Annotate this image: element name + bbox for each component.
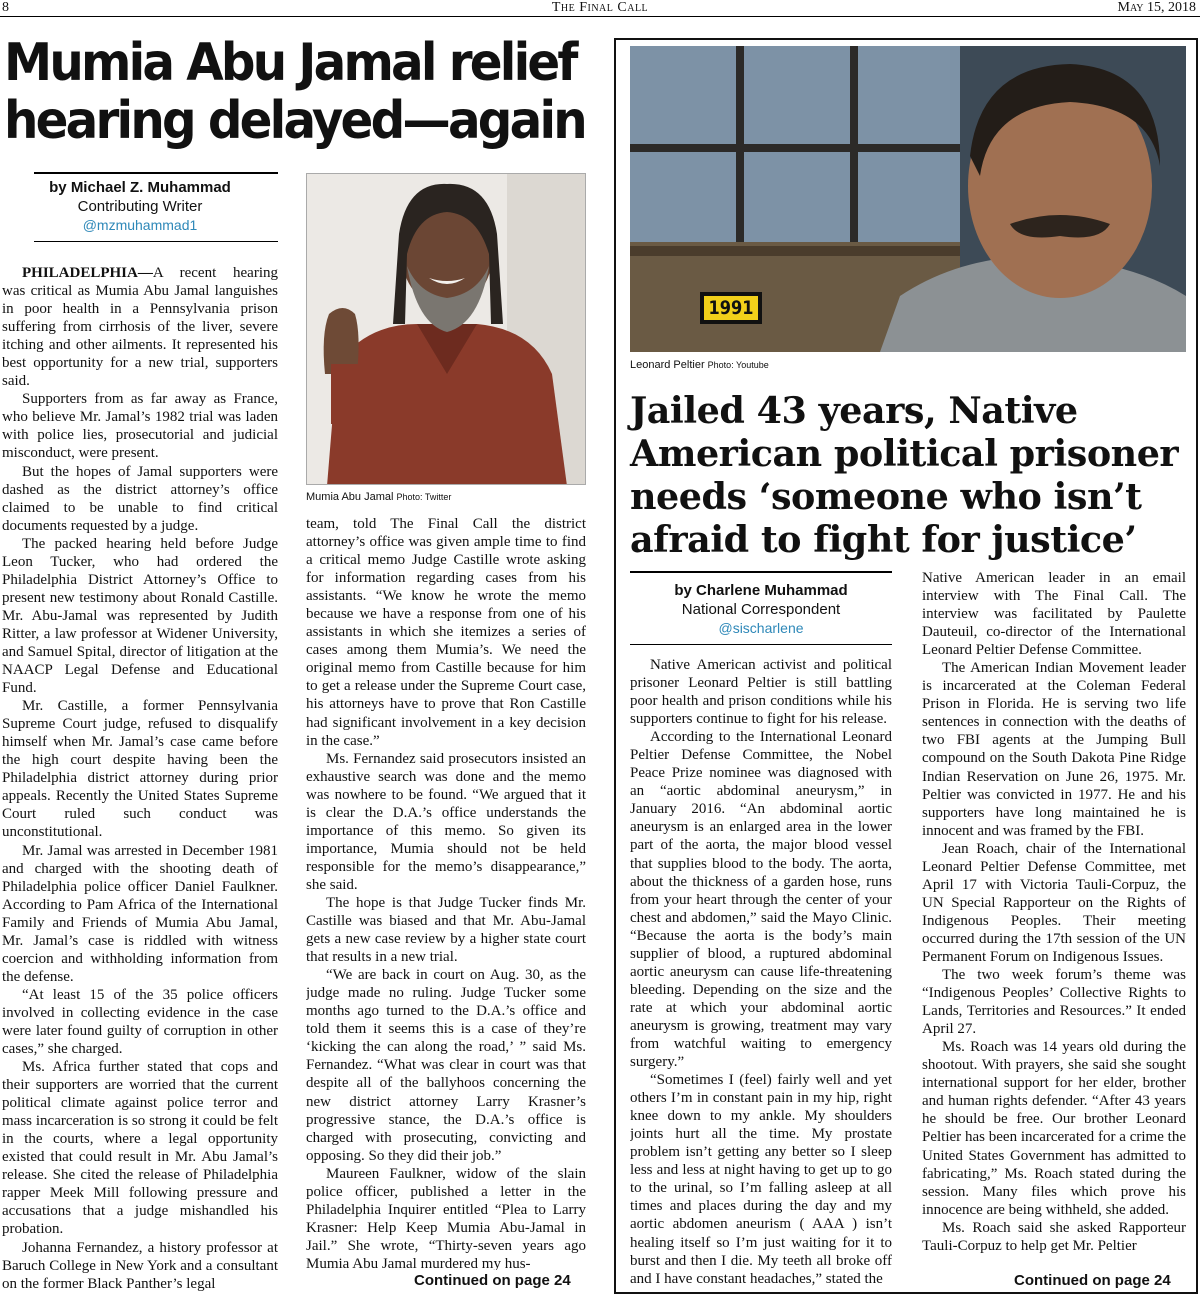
byline-author: by Charlene Muhammad: [674, 582, 848, 599]
left-story-headline: [4, 33, 585, 151]
mumia-photo-caption: [306, 491, 586, 504]
body-paragraph: Supporters from as far away as France, who believe Mr. Jamal’s 1982 trial was laden with police lies, prosecutorial and judicial misconduct, were present.: [2, 391, 278, 462]
page-number: 8: [2, 0, 9, 15]
body-paragraph: Native American activist and political prisoner Leonard Peltier is still battling poor health and prison conditions while his supporters continue to fight for his release.: [630, 657, 892, 728]
right-byline: [630, 571, 892, 645]
body-paragraph: Native American leader in an email interview with The Final Call. The interview was facilitated by Paulette Dauteuil, co-director of the International Leonard Peltier Defense Committee.: [922, 570, 1186, 659]
body-paragraph: Maureen Faulkner, widow of the slain police officer, published a letter in the Philadelphia Inquirer entitled “Plea to Larry Krasner: Help Keep Mumia Abu-Jamal in Jail.” She wrote, “Thirty-seven years ago Mumia Abu Jamal murdered my hus-: [306, 1165, 586, 1270]
caption-text: Leonard Peltier: [630, 359, 705, 371]
body-paragraph: “We are back in court on Aug. 30, as the judge made no ruling. Judge Tucker some months ago turned to the D.A.’s office and told them it seems this is a case of they’re ‘kicking the can along the road,’ ” said Ms. Fernandez. “What was clear in court was that despite all of the ballyhoos concerning the new district attorney Larry Krasner’s progressive stance, the D.A.’s office is charged with prosecuting, convicting and opposing. So they did their job.”: [306, 967, 586, 1164]
body-paragraph: According to the International Leonard Peltier Defense Committee, the Nobel Peace Prize nominee was diagnosed with an “aortic abdominal aneurysm,” in January 2016. “An abdominal aortic aneurysm is an enlarged area in the lower part of the aorta, the major blood vessel that supplies blood to the body. The aorta, about the thickness of a garden hose, runs from your heart through the center of your chest and abdomen,” said the Mayo Clinic. “Because the aorta is the body’s main supplier of blood, a ruptured abdominal aortic aneurysm can cause life-threatening bleeding. Depending on the size and the rate at which your abdominal aortic aneurysm is growing, treatment may vary from watchful waiting to emergency surgery.”: [630, 729, 892, 1071]
byline-top-rule: [630, 571, 892, 573]
right-continued-link[interactable]: Continued on page 24: [1014, 1272, 1171, 1289]
peltier-photo: [630, 46, 1186, 352]
peltier-photo-caption: [630, 359, 1186, 372]
byline-role: Contributing Writer: [77, 198, 203, 215]
byline-handle[interactable]: @mzmuhammad1: [82, 217, 198, 233]
left-story-column-2: [306, 515, 586, 1270]
byline-role: National Correspondent: [681, 601, 841, 618]
body-paragraph: Ms. Africa further stated that cops and their supporters are worried that the current political climate against police terror and mass incarceration is so strong it could be felt in the courts, where a legal opportunity existed that could result in Mr. Abu Jamal’s release. She cited the release of Philadelphia rapper Meek Mill following pressure and accusations that a judge mishandled his probation.: [2, 1059, 278, 1238]
headline-line-1: Mumia Abu Jamal relief: [4, 33, 576, 93]
body-paragraph: Johanna Fernandez, a history professor at Baruch College in New York and a consultant on the former Black Panther’s legal: [2, 1239, 278, 1292]
right-story-headline: [630, 389, 1200, 561]
headline-line-2: hearing delayed—again: [4, 91, 585, 151]
body-paragraph: Ms. Fernandez said prosecutors insisted an exhaustive search was done and the memo was nowhere to be found. “We argued that it is clear the D.A.’s office understands the importance of this memo. So given its importance, Mumia should not be held responsible for the memo’s disappearance,” she said.: [306, 750, 586, 893]
right-story-column-2: [922, 569, 1186, 1269]
left-byline: [2, 172, 278, 242]
photo-credit: Photo: Twitter: [396, 492, 452, 502]
body-paragraph: PHILADELPHIA—A recent hearing was critical as Mumia Abu Jamal languishes in poor health in a Pennsylvania prison suffering from cirrhosis of the liver, severe itching and other ailments. It represented his best opportunity for a new trial, supporters said.: [2, 265, 278, 390]
dateline: PHILADELPHIA—: [22, 265, 153, 281]
body-paragraph: Ms. Roach said she asked Rapporteur Tauli-Corpuz to help get Mr. Peltier: [922, 1219, 1186, 1254]
byline-bottom-rule: [34, 241, 278, 242]
body-paragraph: Jean Roach, chair of the International Leonard Peltier Defense Committee, met April 17 with Victoria Tauli-Corpuz, the UN Special Rapporteur on the Rights of Indigenous Peoples. Their meeting occurred during the 17th session of the UN Permanent Forum on Indigenous Issues.: [922, 840, 1186, 965]
body-paragraph: The American Indian Movement leader is incarcerated at the Coleman Federal Prison in Florida. He is serving two life sentences in connection with the deaths of two FBI agents at the Jumping Bull compound on the South Dakota Pine Ridge Indian Reservation on June 26, 1975. Mr. Peltier was convicted in 1977. He and his supporters have long maintained he is innocent and was framed by the FBI.: [922, 660, 1186, 839]
body-paragraph: “At least 15 of the 35 police officers involved in collecting evidence in the case were later found guilty of corruption in other cases,” she charged.: [2, 986, 278, 1058]
byline-bottom-rule: [630, 644, 892, 645]
byline-author: by Michael Z. Muhammad: [49, 179, 231, 196]
headline-line-2: American political prisoner: [630, 432, 1179, 475]
body-paragraph: The hope is that Judge Tucker finds Mr. Castille was biased and that Mr. Abu-Jamal gets a new case review by a higher state court that results in a new trial.: [306, 894, 586, 966]
issue-date: May 15, 2018: [1117, 0, 1196, 15]
headline-line-3: needs ‘someone who isn’t: [630, 475, 1142, 518]
byline-top-rule: [34, 172, 278, 174]
mumia-portrait-illustration: [307, 174, 586, 485]
body-paragraph: “Sometimes I (feel) fairly well and yet others I’m in constant pain in my hip, right knee down to my ankle. My shoulders joints hurt all the time. My prostate problem isn’t getting any better so I sleep less and less at night having to get up to go to the urinal, so I’m falling asleep at all times and places during the day and my aortic abdomen aneurism ( AAA ) isn’t healing itself so I’m just waiting for it to burst and then I die. My teeth all broke off and I have constant headaches,” stated the: [630, 1072, 892, 1287]
headline-line-1: Jailed 43 years, Native: [630, 389, 1078, 432]
headline-line-4: afraid to fight for justice’: [630, 518, 1137, 561]
body-paragraph: The packed hearing held before Judge Leon Tucker, who had ordered the Philadelphia District Attorney’s Office to present new testimony about Ronald Castille. Mr. Abu-Jamal was represented by Judith Ritter, a law professor at Widener University, and Samuel Spital, director of litigation at the NAACP Legal Defense and Educational Fund.: [2, 535, 278, 697]
body-paragraph: The two week forum’s theme was “Indigenous Peoples’ Collective Rights to Lands, Territories and Resources.” It ended April 27.: [922, 967, 1186, 1038]
left-story-column-1: [2, 264, 278, 1294]
body-paragraph: Ms. Roach was 14 years old during the shootout. With prayers, she said she sought international support for her elder, brother and human rights defender. “After 43 years he should be free. Our brother Leonard Peltier has been incarcerated for a crime the United States Government has admitted to fabricating,” Ms. Roach stated during the session. Many files which prove his innocence are being withheld, she added.: [922, 1039, 1186, 1218]
caption-text: Mumia Abu Jamal: [306, 491, 394, 503]
masthead: [0, 0, 1200, 17]
photo-credit: Photo: Youtube: [707, 360, 769, 370]
byline-handle[interactable]: @sischarlene: [718, 620, 804, 636]
newspaper-name: The Final Call: [551, 0, 649, 15]
left-continued-link[interactable]: Continued on page 24: [414, 1272, 571, 1289]
body-paragraph: Mr. Castille, a former Pennsylvania Supreme Court judge, refused to disqualify himself when Mr. Jamal’s case came before the high court despite having been the Philadelphia district attorney during prior appeals. Recently the United States Supreme Court ruled such conduct was unconstitutional.: [2, 698, 278, 841]
body-paragraph: But the hopes of Jamal supporters were dashed as the district attorney’s office claimed to be unable to find critical documents requested by a judge.: [2, 463, 278, 534]
year-badge: 1991: [708, 297, 754, 319]
body-paragraph: team, told The Final Call the district attorney’s office was given ample time to find a critical memo Judge Castille wrote asking for information regarding cases from his assistants. “We know he wrote the memo because we have a response from one of his assistants in which she itemizes a series of cases among them Mumia’s. We need the original memo from Castille because for him to get a release under the Supreme Court case, his attorneys have to prove that Ron Castille had significant involvement in a key decision in the case.”: [306, 516, 586, 749]
mumia-photo: [306, 173, 586, 485]
right-story-column-1: [630, 656, 892, 1292]
body-paragraph: Mr. Jamal was arrested in December 1981 and charged with the shooting death of Philadelphia police officer Daniel Faulkner. According to Pam Africa of the International Family and Friends of Mumia Abu Jamal, Mr. Jamal’s case is riddled with witness coercion and withholding information from the defense.: [2, 842, 278, 985]
